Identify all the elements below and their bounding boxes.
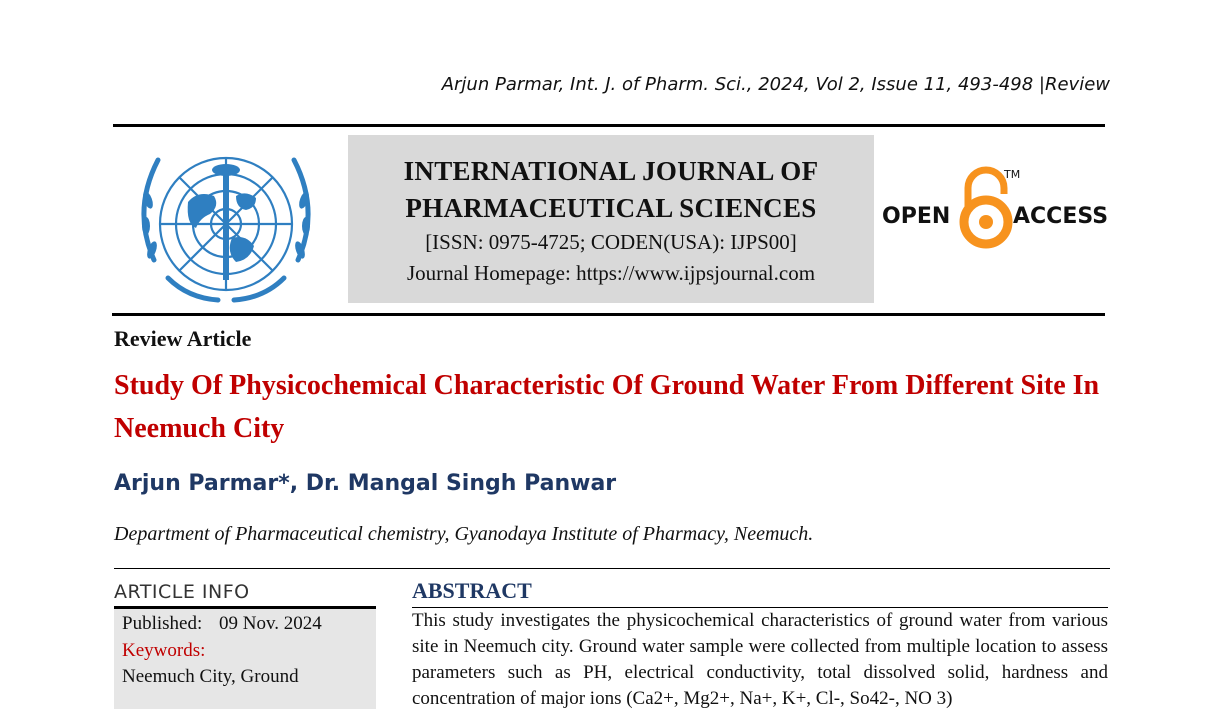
journal-name-line1: INTERNATIONAL JOURNAL OF: [403, 156, 819, 186]
journal-issn: [ISSN: 0975-4725; CODEN(USA): IJPS00]: [425, 230, 797, 254]
journal-name-line2: PHARMACEUTICAL SCIENCES: [405, 193, 817, 223]
article-info-heading: ARTICLE INFO: [114, 581, 250, 603]
published-label: Published:: [122, 613, 203, 634]
article-title: Study Of Physicochemical Characteristic Of Ground Water From Different Site In Neemuch City: [114, 370, 1100, 444]
article-affiliation: Department of Pharmaceutical chemistry, Gyanodaya Institute of Pharmacy, Neemuch.: [114, 523, 814, 545]
affiliation-rule: [114, 568, 1110, 569]
keywords-value: Neemuch City, Ground: [122, 666, 299, 687]
published-row: [122, 613, 322, 635]
top-rule: [113, 124, 1105, 127]
citation-header: Arjun Parmar, Int. J. of Pharm. Sci., 2024, Vol 2, Issue 11, 493-498 |Review: [441, 74, 1110, 95]
journal-homepage: Journal Homepage: https://www.ijpsjournal.com: [406, 261, 816, 285]
article-type: Review Article: [114, 326, 252, 351]
masthead-bottom-rule: [112, 313, 1105, 316]
article-info-box: [114, 606, 376, 709]
published-date: 09 Nov. 2024: [218, 613, 322, 634]
article-authors: Arjun Parmar*, Dr. Mangal Singh Panwar: [114, 471, 617, 496]
open-access-left-text: OPEN: [882, 204, 951, 229]
abstract-text: This study investigates the physicochemical characteristics of ground water from various site in Neemuch city. Ground water sample were collected from multiple location to assess parameters such as PH, electrical conductivity, total dissolved solid, hardness and concentration of major ions (Ca2+, Mg2+, Na+, K+, Cl-, So42-, NO 3): [412, 607, 1108, 712]
keywords-label: Keywords:: [122, 640, 206, 661]
open-access-right-text: ACCESS: [1013, 204, 1108, 229]
journal-logo-emblem: [128, 140, 324, 308]
journal-masthead-box: [348, 135, 874, 303]
open-access-tm: TM: [1004, 168, 1021, 181]
abstract-heading: ABSTRACT: [412, 578, 532, 603]
open-access-logo: [880, 166, 1108, 252]
